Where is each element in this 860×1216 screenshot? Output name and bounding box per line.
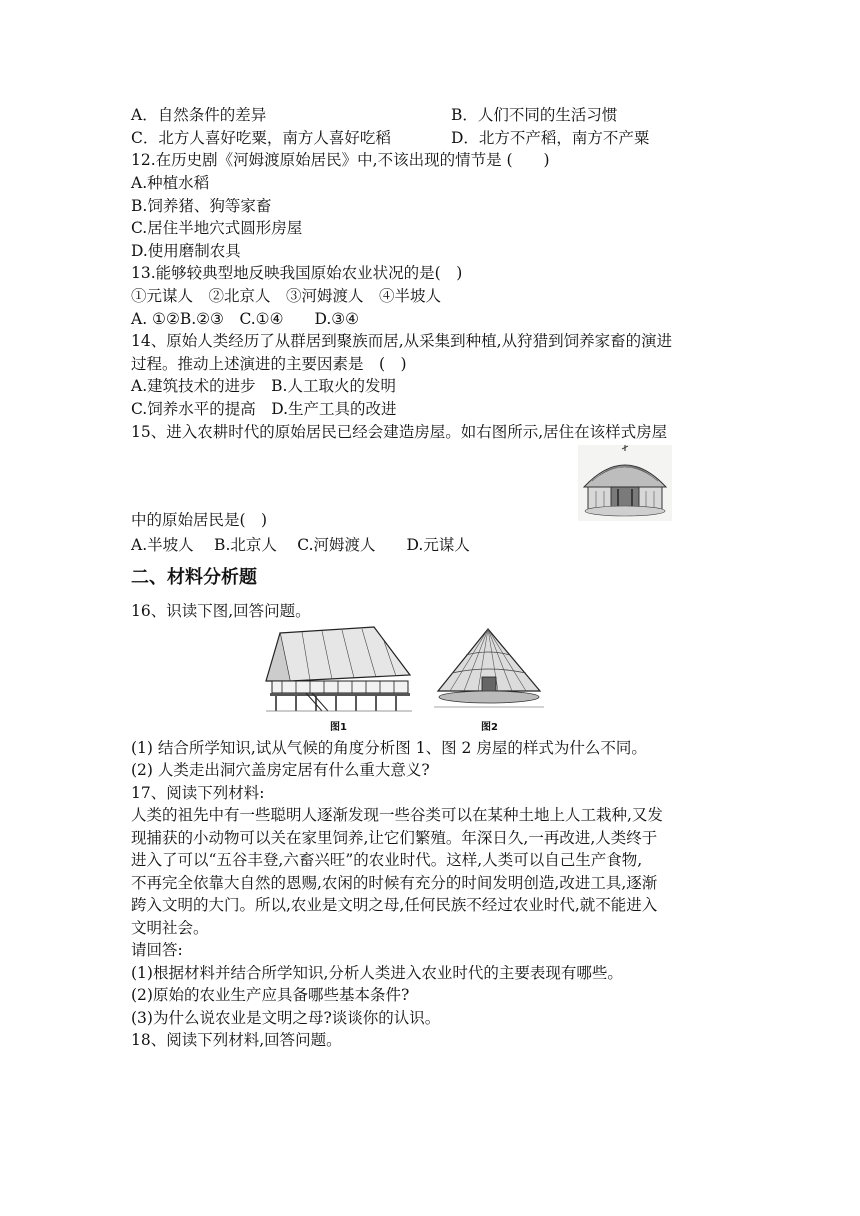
q18-stem: 18、阅读下列材料,回答问题。: [131, 1031, 342, 1049]
q15-round-hut-icon: [578, 445, 672, 521]
q16-sub1: (1) 结合所学知识,试从气候的角度分析图 1、图 2 房屋的样式为什么不同。: [131, 739, 647, 757]
q13-stem: 13.能够较典型地反映我国原始农业状况的是( ): [131, 264, 463, 282]
fig1-caption: 图1: [330, 722, 347, 733]
q17-material-line: 不再完全依靠大自然的恩赐,农闲的时候有充分的时间发明创造,改进工具,逐渐: [131, 874, 658, 892]
q13-options: A. ①②B.②③ C.①④ D.③④: [131, 310, 360, 328]
q12-option-d: D.使用磨制农具: [131, 242, 241, 260]
q15-options: A.半坡人 B.北京人 C.河姆渡人 D.元谋人: [131, 536, 470, 554]
q14-stem-line1: 14、原始人类经历了从群居到聚族而居,从采集到种植,从狩猎到饲养家畜的演进: [131, 332, 673, 350]
q17-material-line: 人类的祖先中有一些聪明人逐渐发现一些谷类可以在某种土地上人工栽种,又发: [131, 806, 663, 824]
q17-stem: 17、阅读下列材料:: [131, 784, 265, 802]
q16-stem: 16、识读下图,回答问题。: [131, 602, 311, 620]
q13-items: ①元谋人 ②北京人 ③河姆渡人 ④半坡人: [131, 287, 442, 305]
section-heading: 二、材料分析题: [131, 567, 257, 588]
q15-stem-line2: 中的原始居民是( ): [131, 511, 268, 529]
q17-sub2: (2)原始的农业生产应具备哪些基本条件?: [131, 986, 410, 1004]
q11-option-c: C．北方人喜好吃粟，南方人喜好吃稻: [131, 129, 391, 147]
q11-option-d: D．北方不产稻，南方不产粟: [451, 129, 650, 147]
q12-option-b: B.饲养猪、狗等家畜: [131, 197, 272, 215]
q17-material-line: 文明社会。: [131, 919, 209, 937]
q14-options-cd: C.饲养水平的提高 D.生产工具的改进: [131, 400, 397, 418]
q15-stem-line1: 15、进入农耕时代的原始居民已经会建造房屋。如右图所示,居住在该样式房屋: [131, 423, 668, 441]
q11-option-b: B．人们不同的生活习惯: [451, 106, 618, 124]
q17-prompt: 请回答:: [131, 941, 183, 959]
q12-stem: 12.在历史剧《河姆渡原始居民》中,不该出现的情节是 ( ): [131, 151, 550, 169]
q17-material-line: 跨入文明的大门。所以,农业是文明之母,任何民族不经过农业时代,就不能进入: [131, 896, 658, 914]
q17-material-line: 进入了可以“五谷丰登,六畜兴旺”的农业时代。这样,人类可以自己生产食物,: [131, 851, 643, 869]
q12-option-c: C.居住半地穴式圆形房屋: [131, 219, 303, 237]
q14-stem-line2: 过程。推动上述演进的主要因素是 ( ): [131, 355, 407, 373]
q11-option-a: A．自然条件的差异: [131, 106, 267, 124]
q12-option-a: A.种植水稻: [131, 174, 210, 192]
thatched-hut-figure: [430, 625, 548, 715]
stilt-house-figure: [262, 623, 414, 715]
fig2-caption: 图2: [481, 722, 498, 733]
q17-sub1: (1)根据材料并结合所学知识,分析人类进入农业时代的主要表现有哪些。: [131, 964, 623, 982]
q17-sub3: (3)为什么说农业是文明之母?谈谈你的认识。: [131, 1009, 441, 1027]
q16-sub2: (2) 人类走出洞穴盖房定居有什么重大意义?: [131, 761, 430, 779]
q14-options-ab: A.建筑技术的进步 B.人工取火的发明: [131, 377, 396, 395]
q17-material-line: 现捕获的小动物可以关在家里饲养,让它们繁殖。年深日久,一再改进,人类终于: [131, 829, 658, 847]
